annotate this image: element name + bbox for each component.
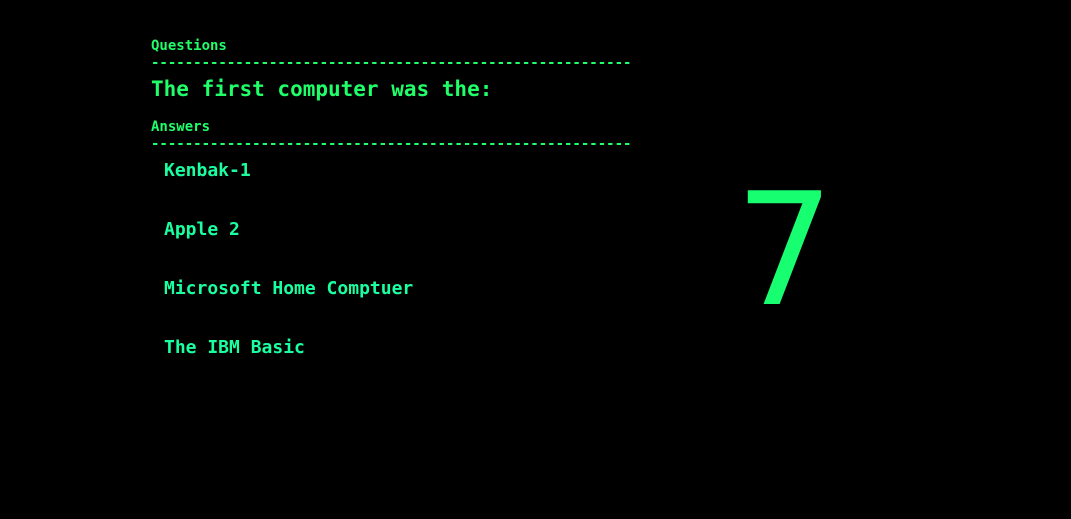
questions-heading: Questions bbox=[151, 38, 227, 54]
answer-option-kenbak-1[interactable]: Kenbak-1 bbox=[164, 160, 251, 181]
answer-list bbox=[151, 160, 671, 359]
quiz-panel bbox=[151, 38, 671, 359]
answers-divider: --------------------------------------------------------- bbox=[151, 136, 632, 152]
question-text: The first computer was the: bbox=[151, 77, 493, 101]
answer-option-apple-2[interactable]: Apple 2 bbox=[164, 219, 240, 240]
answer-option-microsoft-home-computer[interactable]: Microsoft Home Comptuer bbox=[164, 278, 414, 299]
answers-heading: Answers bbox=[151, 119, 211, 135]
questions-divider: --------------------------------------------------------- bbox=[151, 55, 632, 71]
countdown-number: 7 bbox=[735, 159, 835, 341]
answer-option-ibm-basic[interactable]: The IBM Basic bbox=[164, 337, 305, 358]
